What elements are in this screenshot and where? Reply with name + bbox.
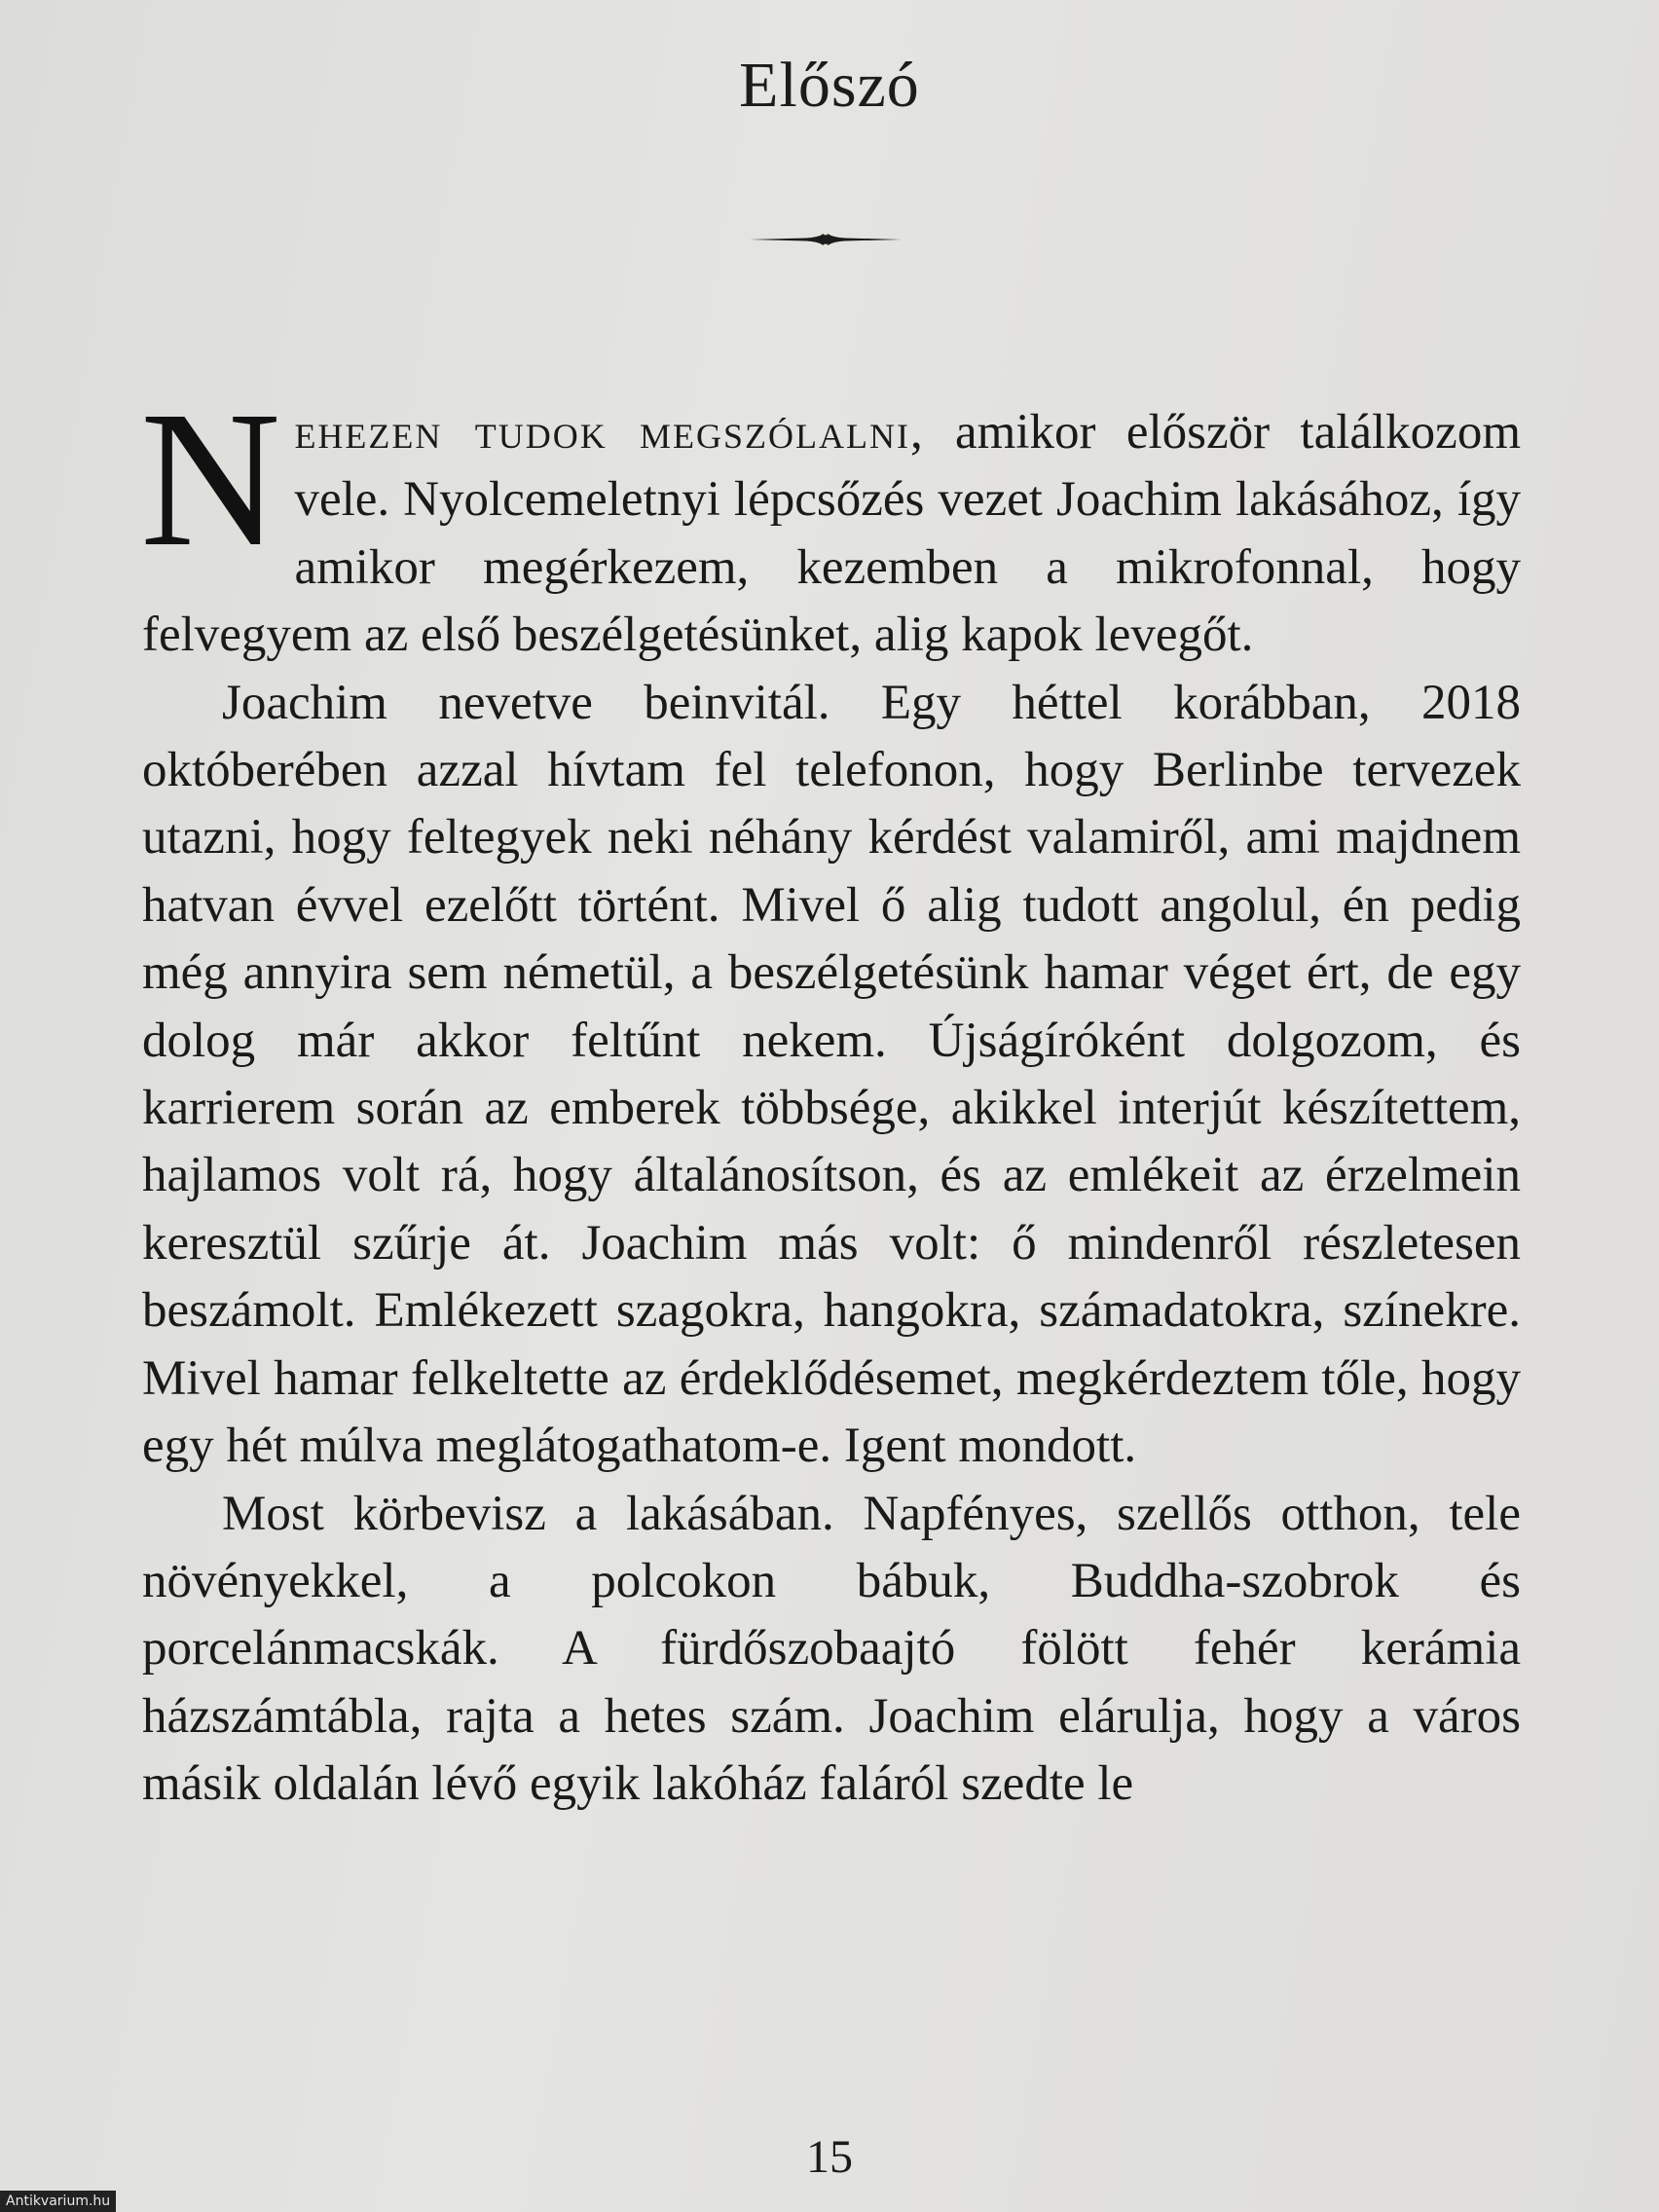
page-number: 15 xyxy=(806,2131,853,2183)
paragraph-3: Most körbevisz a lakásában. Napfényes, szellős otthon, tele növényekkel, a polcokon bábuk, Buddha-szobrok és porcelánmacskák. A fürdőszobaajtó fölött fehér kerámia házszámtábla, rajta a hetes szám. Joachim elárulja, hogy a város másik oldalán lévő egyik lakóház faláról szedte le xyxy=(142,1486,1521,1812)
flourish-ornament-icon xyxy=(748,230,903,249)
opening-small-caps: ehezen tudok megszólalni, xyxy=(294,405,925,460)
drop-cap: N xyxy=(140,372,281,587)
watermark: Antikvarium.hu xyxy=(0,2191,116,2212)
paragraph-2: Joachim nevetve beinvitál. Egy héttel korábban, 2018 októberében azzal hívtam fel telefonon, hogy Berlinbe tervezek utazni, hogy feltegyek neki néhány kérdést valamiről, ami majdnem hatvan évvel ezelőtt történt. Mivel ő alig tudott angolul, én pedig még annyira sem németül, a beszélgetésünk hamar véget ért, de egy dolog már akkor feltűnt nekem. Újságíróként dolgozom, és karrierem során az emberek többsége, akikkel interjút készítettem, hajlamos volt rá, hogy általánosítson, és az emlékeit az érzelmein keresztül szűrje át. Joachim más volt: ő mindenről részletesen beszámolt. Emlékezett szagokra, hangokra, számadatokra, színekre. Mivel hamar felkeltette az érdeklődésemet, megkérdeztem tőle, hogy egy hét múlva meglátogathatom-e. Igent mondott. xyxy=(142,675,1521,1474)
chapter-title: Előszó xyxy=(739,50,920,121)
paragraph-1-text: amikor először találkozom vele. Nyolcemeletnyi lépcsőzés vezet Joachim lakásához, így amikor megérkezem, kezemben a mikrofonnal, hogy felvegyem az első beszélgetésünket, alig kapok levegőt. xyxy=(142,405,1521,663)
paragraph-1 xyxy=(140,372,1521,670)
body-text xyxy=(140,372,1521,1819)
